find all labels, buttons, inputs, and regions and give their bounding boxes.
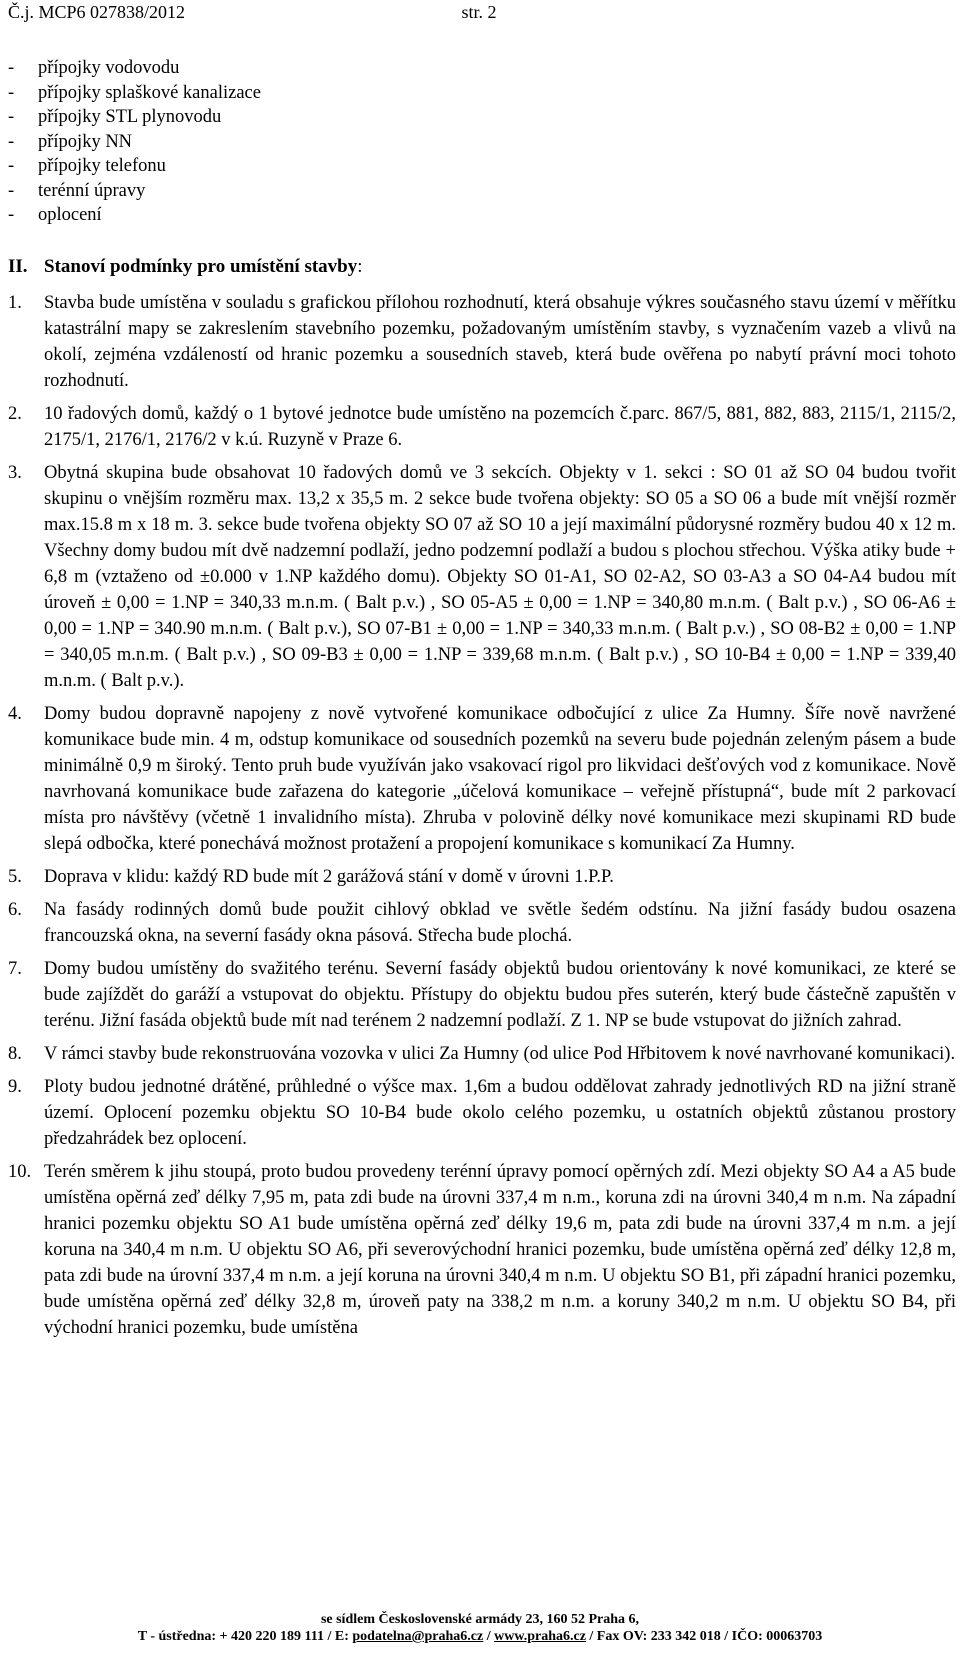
list-item: - přípojky NN [8,131,133,152]
section-number: II. [8,256,28,277]
website-link[interactable]: www.praha6.cz [494,1629,586,1644]
connections-list [8,56,261,228]
email-link[interactable]: podatelna@praha6.cz [352,1629,484,1644]
list-item: - přípojky splaškové kanalizace [8,82,261,103]
list-item: - přípojky telefonu [8,156,166,176]
condition-item-7: 7. Domy budou umístěny do svažitého terénu. Severní fasády objektů budou orientovány k nové komunikaci, ze které se bude zajíždět do garáží a vstupovat do objektu. Přístupy do objektu budou přes suterén, který bude částečně zapuštěn v terénu. Jižní fasáda objektů bude mít nad terénem 2 nadzemní podlaží. Z 1. NP se bude vstupovat do jižních zahrad. [8,959,956,1031]
reference-number: Č.j. MCP6 027838/2012 [8,2,186,22]
condition-item-1: 1. Stavba bude umístěna v souladu s grafickou přílohou rozhodnutí, která obsahuje výkres současného stavu území v měřítku katastrální mapy se zakreslením stavebního pozemku, požadovaným umístěním stavby, s vyznačením vazeb a vlivů na okolí, zejména vzdáleností od hranic pozemku a sousedních staveb, která bude ověřena po nabytí právní moci tohoto rozhodnutí. [8,293,956,391]
list-item: - terénní úpravy [8,180,146,201]
list-item: - oplocení [8,205,102,225]
list-item: - přípojky vodovodu [8,58,180,78]
condition-item-3: 3. Obytná skupina bude obsahovat 10 řadových domů ve 3 sekcích. Objekty v 1. sekci : SO 01 až SO 04 budou tvořit skupinu o vnějším rozměru max. 13,2 x 35,5 m. 2 sekce bude tvořena objekty: SO 05 a SO 06 a bude mít vnější rozměr max.15.8 m x 18 m. 3. sekce bude tvořena objekty SO 07 až SO 10 a její maximální půdorysné rozměry budou 40 x 12 m. Všechny domy budou mít dvě nadzemní podlaží, jedno podzemní podlaží a budou s plochou střechou. Výška atiky bude + 6,8 m (vztaženo od ±0.000 v 1.NP každého domu). Objekty SO 01-A1, SO 02-A2, SO 03-A3 a SO 04-A4 budou mít úroveň ± 0,00 = 1.NP = 340,33 m.n.m. ( Balt p.v.) , SO 05-A5 ± 0,00 = 1.NP = 340,80 m.n.m. ( Balt p.v.) , SO 06-A6 ± 0,00 = 1.NP = 340.90 m.n.m. ( Balt p.v.), SO 07-B1 ± 0,00 = 1.NP = 340,33 m.n.m. ( Balt p.v.) , SO 08-B2 ± 0,00 = 1.NP = 340,05 m.n.m. ( Balt p.v.) , SO 09-B3 ± 0,00 = 1.NP = 339,68 m.n.m. ( Balt p.v.) , SO 10-B4 ± 0,00 = 1.NP = 339,40 m.n.m. ( Balt p.v.). [8,463,956,691]
condition-item-9: 9. Ploty budou jednotné drátěné, průhledné o výšce max. 1,6m a budou oddělovat zahrady jednotlivých RD na jižní straně území. Oplocení pozemku objektu SO 10-B4 bude okolo celého pozemku, u ostatních objektů zůstanou prostory předzahrádek bez oplocení. [8,1077,956,1149]
section-heading: II. Stanoví podmínky pro umístění stavby: [8,256,363,277]
condition-item-5: 5. Doprava v klidu: každý RD bude mít 2 garážová stání v domě v úrovni 1.P.P. [8,867,614,887]
condition-item-4: 4. Domy budou dopravně napojeny z nově vytvořené komunikace odbočující z ulice Za Humny. Šíře nově navržené komunikace bude min. 4 m, odstup komunikace od sousedních pozemků na severu bude pojednán zeleným pásem a bude minimálně 0,9 m široký. Tento pruh bude využíván jako vsakovací rigol pro likvidaci dešťových vod z komunikace. Nově navrhovaná komunikace bude zařazena do kategorie „účelová komunikace – veřejně přístupná“, bude mít 2 parkovací místa pro návštěvy (včetně 1 invalidního místa). Zhruba v polovině délky nové komunikace mezi skupinami RD bude slepá odbočka, které ponechává možnost protažení a propojení komunikace s komunikací Za Humny. [8,704,956,854]
footer-address: se sídlem Československé armády 23, 160 52 Praha 6, [320,1612,640,1627]
page-footer [0,1611,960,1645]
condition-item-2: 2. 10 řadových domů, každý o 1 bytové jednotce bude umístěno na pozemcích č.parc. 867/5, 881, 882, 883, 2115/1, 2115/2, 2175/1, 2176/1, 2176/2 v k.ú. Ruzyně v Praze 6. [8,404,956,450]
condition-item-8: 8. V rámci stavby bude rekonstruována vozovka v ulici Za Humny (od ulice Pod Hřbitovem k nové navrhované komunikaci). [8,1044,956,1064]
section-title: Stanoví podmínky pro umístění stavby [44,256,358,277]
conditions-list [8,290,956,1348]
page-header [8,2,497,23]
footer-contacts: T - ústředna: + 420 220 189 111 / E: podatelna@praha6.cz / www.praha6.cz / Fax OV: 233 342 018 / IČO: 00063703 [137,1629,823,1644]
condition-item-10: 10. Terén směrem k jihu stoupá, proto budou provedeny terénní úpravy pomocí opěrných zdí. Mezi objekty SO A4 a A5 bude umístěna opěrná zeď délky 7,95 m, pata zdi bude na úrovni 337,4 m n.m., koruna zdi na úrovni 340,4 m n.m. Na západní hranici pozemku objektu SO A1 bude umístěna opěrná zeď délky 19,6 m, pata zdi bude na úrovni 337,4 m n.m. a její koruna na 340,4 m n.m. U objektu SO A6, při severovýchodní hranici pozemku, bude umístěna opěrná zeď délky 12,8 m, pata zdi bude na úrovní 337,4 m n.m. a její koruna na úrovni 340,4 m n.m. U objektu SO B1, při západní hranici pozemku, bude umístěna opěrná zeď délky 32,8 m, úroveň paty na 338,2 m n.m. a koruny 340,2 m n.m. U objektu SO B4, při východní hranici pozemku, bude umístěna [8,1162,956,1338]
list-item: - přípojky STL plynovodu [8,107,222,127]
page-number: str. 2 [461,2,497,22]
condition-item-6: 6. Na fasády rodinných domů bude použit cihlový obklad ve světle šedém odstínu. Na jižní fasády budou osazena francouzská okna, na severní fasády okna pásová. Střecha bude plochá. [8,900,956,946]
